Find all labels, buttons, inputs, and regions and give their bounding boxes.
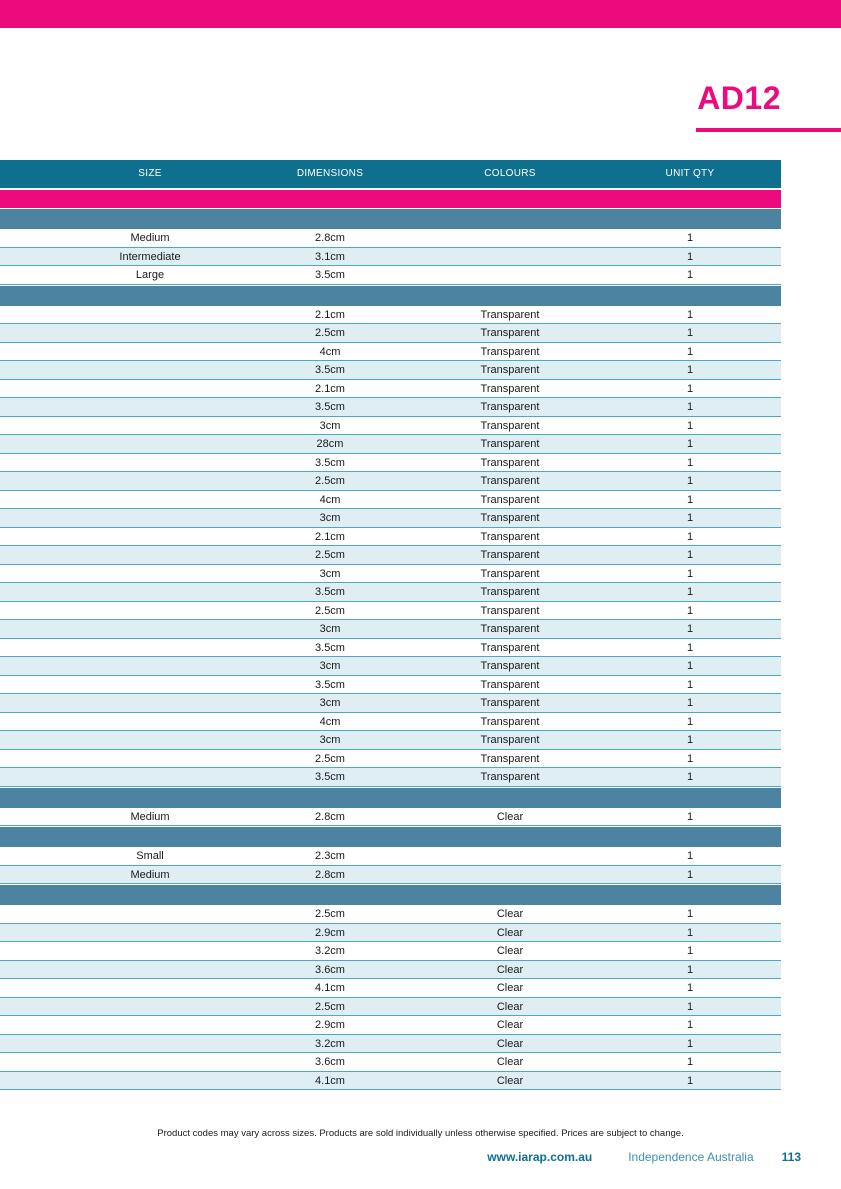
table-row [0, 528, 781, 547]
table-row [0, 676, 781, 695]
cell-unit-qty: 1 [686, 512, 694, 524]
column-header-colours: COLOURS [484, 168, 536, 179]
cell-dimensions: 2.8cm [315, 232, 345, 244]
cell-colours: Transparent [480, 771, 540, 783]
cell-unit-qty: 1 [686, 586, 694, 598]
cell-dimensions: 3.2cm [315, 1037, 345, 1050]
cell-unit-qty: 1 [686, 345, 694, 358]
cell-colours: Transparent [480, 438, 540, 450]
cell-colours: Transparent [480, 419, 540, 432]
cell-unit-qty: 1 [686, 549, 694, 561]
cell-colours: Transparent [480, 641, 540, 654]
cell-unit-qty: 1 [686, 908, 694, 920]
table-row [0, 509, 781, 528]
cell-unit-qty: 1 [686, 623, 694, 635]
cell-colours: Transparent [480, 715, 540, 728]
cell-unit-qty: 1 [686, 641, 694, 654]
cell-dimensions: 3cm [319, 512, 341, 524]
cell-unit-qty: 1 [686, 364, 694, 376]
cell-colours: Clear [496, 1056, 524, 1068]
website-link[interactable]: www.iarap.com.au [487, 1150, 593, 1164]
cell-unit-qty: 1 [686, 810, 694, 823]
cell-colours: Transparent [480, 678, 540, 691]
table-row [0, 979, 781, 998]
cell-unit-qty: 1 [686, 1000, 694, 1013]
cell-dimensions: 2.9cm [315, 926, 345, 939]
table-row [0, 847, 781, 866]
table-row [0, 924, 781, 943]
cell-colours: Clear [496, 963, 524, 976]
cell-unit-qty: 1 [686, 678, 694, 691]
cell-unit-qty: 1 [686, 401, 694, 413]
cell-colours: Transparent [480, 734, 540, 746]
cell-dimensions: 4cm [319, 715, 341, 728]
table-row [0, 546, 781, 565]
column-header-dimensions: DIMENSIONS [296, 168, 364, 179]
cell-dimensions: 3.5cm [315, 678, 345, 691]
cell-dimensions: 3cm [319, 734, 341, 746]
cell-colours: Clear [496, 945, 524, 957]
table-row [0, 229, 781, 248]
table-row [0, 565, 781, 584]
cell-dimensions: 3.5cm [315, 771, 345, 783]
cell-colours: Transparent [480, 401, 540, 413]
cell-unit-qty: 1 [686, 1056, 694, 1068]
product-table [0, 160, 781, 1090]
cell-dimensions: 2.5cm [315, 475, 345, 487]
cell-dimensions: 2.1cm [315, 530, 345, 543]
cell-size: Medium [130, 232, 170, 244]
cell-dimensions: 3cm [319, 419, 341, 432]
cell-dimensions: 4.1cm [315, 1074, 345, 1087]
table-row [0, 1016, 781, 1035]
table-row [0, 1035, 781, 1054]
cell-colours: Clear [496, 982, 524, 994]
cell-dimensions: 4cm [319, 493, 341, 506]
cell-colours: Clear [496, 1000, 524, 1013]
table-row [0, 866, 781, 885]
cell-dimensions: 3cm [319, 567, 341, 580]
cell-dimensions: 28cm [316, 438, 344, 450]
cell-size: Intermediate [119, 250, 181, 263]
cell-dimensions: 4.1cm [315, 982, 345, 994]
cell-dimensions: 3cm [319, 697, 341, 709]
cell-dimensions: 2.5cm [315, 908, 345, 920]
cell-unit-qty: 1 [686, 926, 694, 939]
cell-dimensions: 3.5cm [315, 586, 345, 598]
cell-size: Large [135, 269, 165, 281]
group-header-row [0, 826, 781, 847]
footnote: Product codes may vary across sizes. Products are sold individually unless otherwise specified. Prices are subject to change. [157, 1128, 684, 1139]
cell-unit-qty: 1 [686, 868, 694, 881]
table-row [0, 306, 781, 325]
cell-dimensions: 3cm [319, 660, 341, 672]
cell-colours: Transparent [480, 512, 540, 524]
group-header-row [0, 208, 781, 229]
cell-dimensions: 3.5cm [315, 401, 345, 413]
product-code-title: AD12 [697, 80, 781, 116]
cell-colours: Transparent [480, 623, 540, 635]
table-row [0, 248, 781, 267]
table-row [0, 583, 781, 602]
table-row [0, 1053, 781, 1072]
cell-dimensions: 2.1cm [315, 308, 345, 321]
cell-unit-qty: 1 [686, 493, 694, 506]
cell-dimensions: 3.2cm [315, 945, 345, 957]
column-header-unit-qty: UNIT QTY [665, 168, 715, 179]
cell-unit-qty: 1 [686, 438, 694, 450]
cell-size: Small [136, 850, 164, 862]
table-header-row [0, 160, 781, 188]
cell-unit-qty: 1 [686, 734, 694, 746]
category-band [0, 190, 781, 208]
cell-dimensions: 2.5cm [315, 327, 345, 339]
cell-colours: Transparent [480, 475, 540, 487]
group-header-row [0, 884, 781, 905]
cell-colours: Transparent [480, 660, 540, 672]
cell-unit-qty: 1 [686, 945, 694, 957]
cell-dimensions: 2.5cm [315, 604, 345, 617]
cell-size: Medium [130, 810, 170, 823]
table-row [0, 998, 781, 1017]
cell-colours: Clear [496, 810, 524, 823]
cell-colours: Transparent [480, 530, 540, 543]
cell-unit-qty: 1 [686, 697, 694, 709]
cell-colours: Transparent [480, 382, 540, 395]
cell-colours: Transparent [480, 364, 540, 376]
table-row [0, 808, 781, 827]
cell-colours: Transparent [480, 604, 540, 617]
cell-unit-qty: 1 [686, 982, 694, 994]
cell-unit-qty: 1 [686, 963, 694, 976]
cell-colours: Transparent [480, 456, 540, 469]
table-row [0, 324, 781, 343]
cell-dimensions: 2.1cm [315, 382, 345, 395]
cell-unit-qty: 1 [686, 771, 694, 783]
table-row [0, 343, 781, 362]
cell-unit-qty: 1 [686, 456, 694, 469]
table-row [0, 657, 781, 676]
table-row [0, 1072, 781, 1091]
cell-unit-qty: 1 [686, 1019, 694, 1031]
table-row [0, 942, 781, 961]
cell-dimensions: 2.9cm [315, 1019, 345, 1031]
cell-unit-qty: 1 [686, 308, 694, 321]
cell-unit-qty: 1 [686, 232, 694, 244]
table-body [0, 208, 781, 1090]
table-row [0, 768, 781, 787]
cell-unit-qty: 1 [686, 250, 694, 263]
cell-unit-qty: 1 [686, 1037, 694, 1050]
table-row [0, 602, 781, 621]
cell-unit-qty: 1 [686, 567, 694, 580]
cell-colours: Transparent [480, 327, 540, 339]
table-row [0, 472, 781, 491]
table-row [0, 731, 781, 750]
cell-colours: Transparent [480, 345, 540, 358]
table-row [0, 750, 781, 769]
cell-dimensions: 2.8cm [315, 868, 345, 881]
cell-dimensions: 2.5cm [315, 752, 345, 765]
cell-dimensions: 3.5cm [315, 364, 345, 376]
cell-colours: Clear [496, 908, 524, 920]
cell-dimensions: 3.1cm [315, 250, 345, 263]
title-underline [696, 128, 841, 132]
column-header-size: SIZE [138, 168, 162, 179]
cell-dimensions: 2.5cm [315, 549, 345, 561]
table-row [0, 639, 781, 658]
group-header-row [0, 787, 781, 808]
cell-unit-qty: 1 [686, 604, 694, 617]
table-row [0, 361, 781, 380]
cell-dimensions: 2.3cm [315, 850, 345, 862]
cell-dimensions: 3.5cm [315, 641, 345, 654]
cell-colours: Transparent [480, 567, 540, 580]
cell-size: Medium [130, 868, 170, 881]
cell-colours: Clear [496, 1074, 524, 1087]
cell-dimensions: 3.6cm [315, 963, 345, 976]
table-row [0, 713, 781, 732]
group-header-row [0, 285, 781, 306]
cell-unit-qty: 1 [686, 850, 694, 862]
page-number: 113 [781, 1150, 801, 1164]
cell-dimensions: 3cm [319, 623, 341, 635]
cell-colours: Transparent [480, 752, 540, 765]
cell-unit-qty: 1 [686, 475, 694, 487]
table-row [0, 435, 781, 454]
cell-unit-qty: 1 [686, 382, 694, 395]
cell-colours: Transparent [480, 697, 540, 709]
cell-unit-qty: 1 [686, 660, 694, 672]
cell-colours: Transparent [480, 308, 540, 321]
table-row [0, 905, 781, 924]
cell-unit-qty: 1 [686, 327, 694, 339]
cell-unit-qty: 1 [686, 752, 694, 765]
cell-dimensions: 2.5cm [315, 1000, 345, 1013]
table-row [0, 491, 781, 510]
cell-colours: Clear [496, 1019, 524, 1031]
table-row [0, 266, 781, 285]
cell-unit-qty: 1 [686, 715, 694, 728]
cell-dimensions: 3.5cm [315, 456, 345, 469]
cell-unit-qty: 1 [686, 419, 694, 432]
table-row [0, 417, 781, 436]
cell-colours: Transparent [480, 549, 540, 561]
cell-unit-qty: 1 [686, 269, 694, 281]
cell-colours: Transparent [480, 586, 540, 598]
cell-colours: Clear [496, 1037, 524, 1050]
cell-dimensions: 3.5cm [315, 269, 345, 281]
cell-colours: Transparent [480, 493, 540, 506]
table-row [0, 961, 781, 980]
cell-dimensions: 2.8cm [315, 810, 345, 823]
cell-unit-qty: 1 [686, 1074, 694, 1087]
table-row [0, 398, 781, 417]
cell-dimensions: 4cm [319, 345, 341, 358]
top-accent-bar [0, 0, 841, 28]
table-row [0, 380, 781, 399]
table-row [0, 694, 781, 713]
page-footer [487, 1150, 801, 1164]
brand-name: Independence Australia [628, 1150, 754, 1164]
table-row [0, 454, 781, 473]
cell-dimensions: 3.6cm [315, 1056, 345, 1068]
cell-colours: Clear [496, 926, 524, 939]
cell-unit-qty: 1 [686, 530, 694, 543]
table-row [0, 620, 781, 639]
